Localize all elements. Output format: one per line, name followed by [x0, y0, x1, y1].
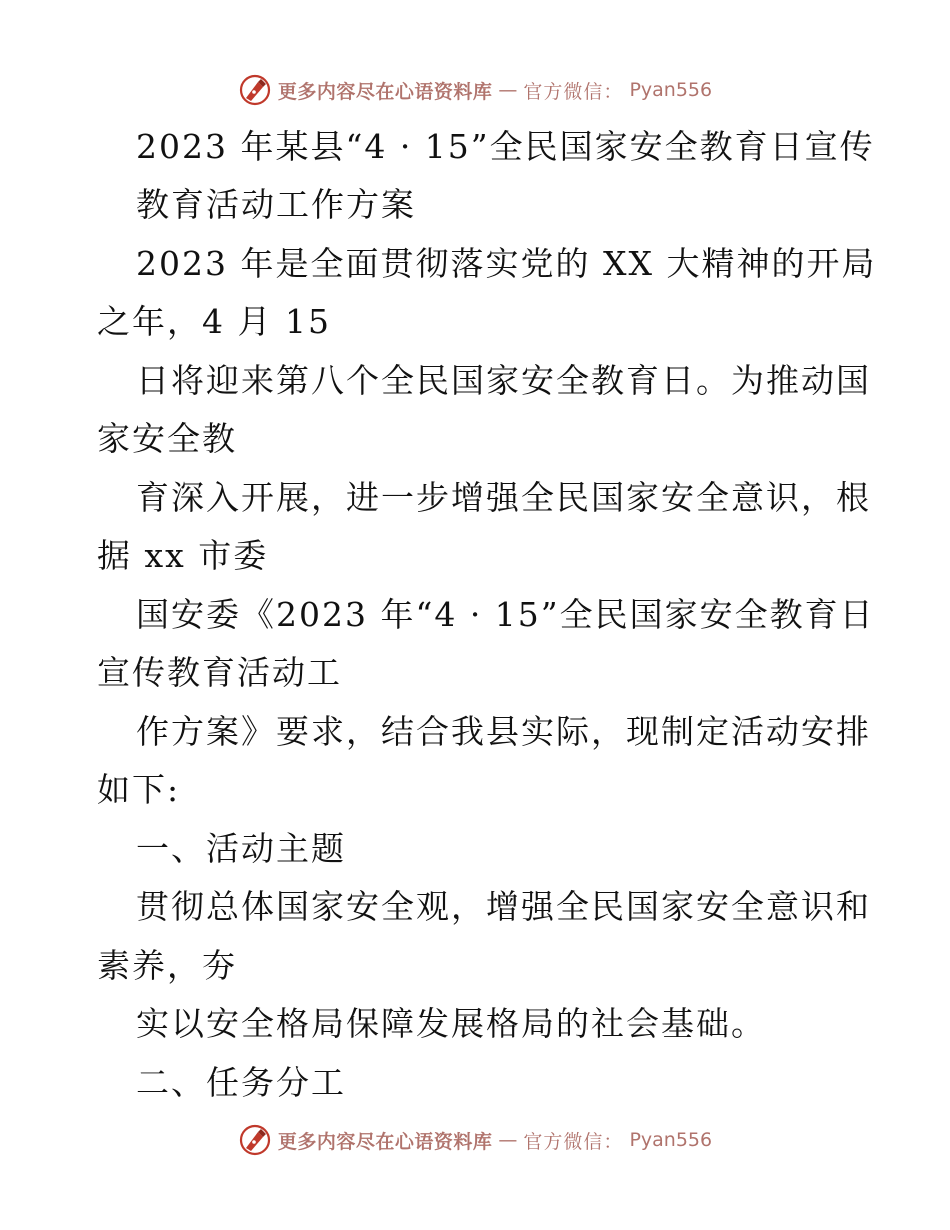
paragraph-line: 日将迎来第八个全民国家安全教育日。为推动国 [136, 361, 871, 400]
paragraph-line: 之年，4 月 15 [97, 302, 331, 341]
section-heading-theme: 一、活动主题 [136, 829, 346, 868]
pen-nib-logo-icon [238, 73, 272, 107]
watermark-wechat-label: 官方微信： [523, 80, 624, 103]
paragraph-line: 贯彻总体国家安全观，增强全民国家安全意识和 [136, 887, 871, 926]
watermark-wechat-label: 官方微信： [523, 1130, 624, 1153]
section-heading-tasks: 二、任务分工 [136, 1063, 346, 1102]
paragraph-line: 如下: [97, 770, 181, 809]
paragraph-line: 实以安全格局保障发展格局的社会基础。 [136, 1004, 766, 1043]
paragraph-line: 国安委《2023 年“4 · 15”全民国家安全教育日 [136, 595, 875, 634]
watermark-dash: — [498, 1129, 518, 1151]
paragraph-line: 2023 年是全面贯彻落实党的 XX 大精神的开局 [136, 244, 877, 283]
watermark-site-name: 更多内容尽在心语资料库 [277, 80, 493, 103]
watermark-wechat-id: Pyan556 [629, 1129, 713, 1151]
paragraph-line: 据 xx 市委 [97, 536, 269, 575]
header-watermark [0, 72, 950, 108]
paragraph-line: 家安全教 [97, 419, 237, 458]
watermark-site-name: 更多内容尽在心语资料库 [277, 1130, 493, 1153]
paragraph-line: 育深入开展，进一步增强全民国家安全意识，根 [136, 478, 871, 517]
watermark-wechat-id: Pyan556 [629, 79, 713, 101]
paragraph-line: 作方案》要求，结合我县实际，现制定活动安排 [136, 712, 871, 751]
pen-nib-logo-icon [238, 1123, 272, 1157]
paragraph-line: 素养，夯 [97, 946, 237, 985]
watermark-dash: — [498, 79, 518, 101]
paragraph-line: 宣传教育活动工 [97, 653, 342, 692]
footer-watermark [0, 1122, 950, 1158]
doc-title-line-2: 教育活动工作方案 [136, 185, 416, 224]
doc-title-line-1: 2023 年某县“4 · 15”全民国家安全教育日宣传 [136, 127, 875, 166]
